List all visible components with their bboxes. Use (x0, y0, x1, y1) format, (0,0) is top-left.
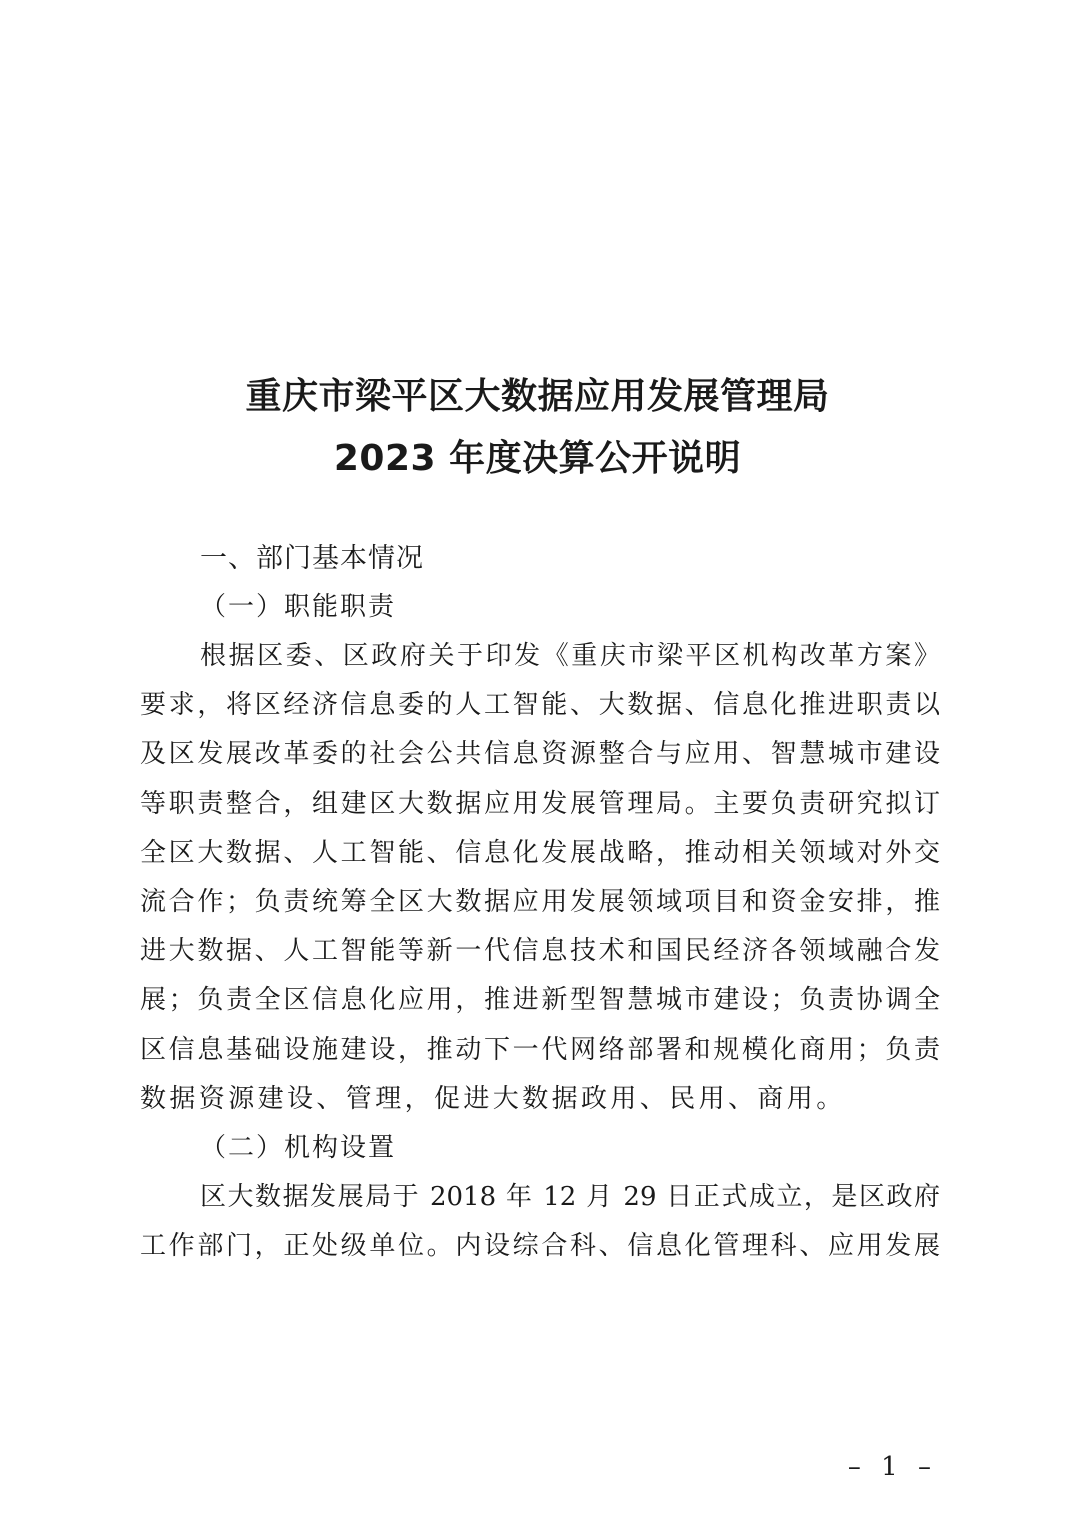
title-line-1: 重庆市梁平区大数据应用发展管理局 (245, 376, 830, 417)
subsection-heading-organization: （二）机构设置 (200, 1132, 397, 1163)
paragraph-line: 根据区委、区政府关于印发《重庆市梁平区机构改革方案》 (200, 641, 940, 671)
paragraph-line: 区大数据发展局于 2018 年 12 月 29 日正式成立，是区政府 (200, 1181, 940, 1212)
page-number: – 1 – (847, 1452, 937, 1482)
title-line-2: 2023 年度决算公开说明 (333, 438, 742, 479)
paragraph-line: 区信息基础设施建设，推动下一代网络部署和规模化商用；负责 (140, 1034, 940, 1065)
paragraph-line: 数据资源建设、管理，促进大数据政用、民用、商用。 (140, 1083, 846, 1114)
document-title (0, 366, 1075, 490)
paragraph-line: 展；负责全区信息化应用，推进新型智慧城市建设；负责协调全 (140, 985, 940, 1016)
paragraph-line: 全区大数据、人工智能、信息化发展战略，推动相关领域对外交 (140, 837, 940, 868)
paragraph-line: 要求，将区经济信息委的人工智能、大数据、信息化推进职责以 (140, 690, 940, 721)
paragraph-line: 流合作；负责统筹全区大数据应用发展领域项目和资金安排，推 (140, 886, 940, 917)
paragraph-line: 进大数据、人工智能等新一代信息技术和国民经济各领域融合发 (140, 936, 940, 967)
paragraph-organization (140, 1173, 940, 1271)
paragraph-functions (140, 632, 940, 1124)
paragraph-line: 及区发展改革委的社会公共信息资源整合与应用、智慧城市建设 (140, 739, 940, 770)
paragraph-line: 工作部门，正处级单位。内设综合科、信息化管理科、应用发展 (140, 1231, 940, 1262)
document-body (140, 534, 940, 1271)
subsection-heading-functions: （一）职能职责 (200, 592, 397, 622)
paragraph-line: 等职责整合，组建区大数据应用发展管理局。主要负责研究拟订 (140, 788, 940, 819)
section-heading-basic-info: 一、部门基本情况 (200, 543, 424, 574)
